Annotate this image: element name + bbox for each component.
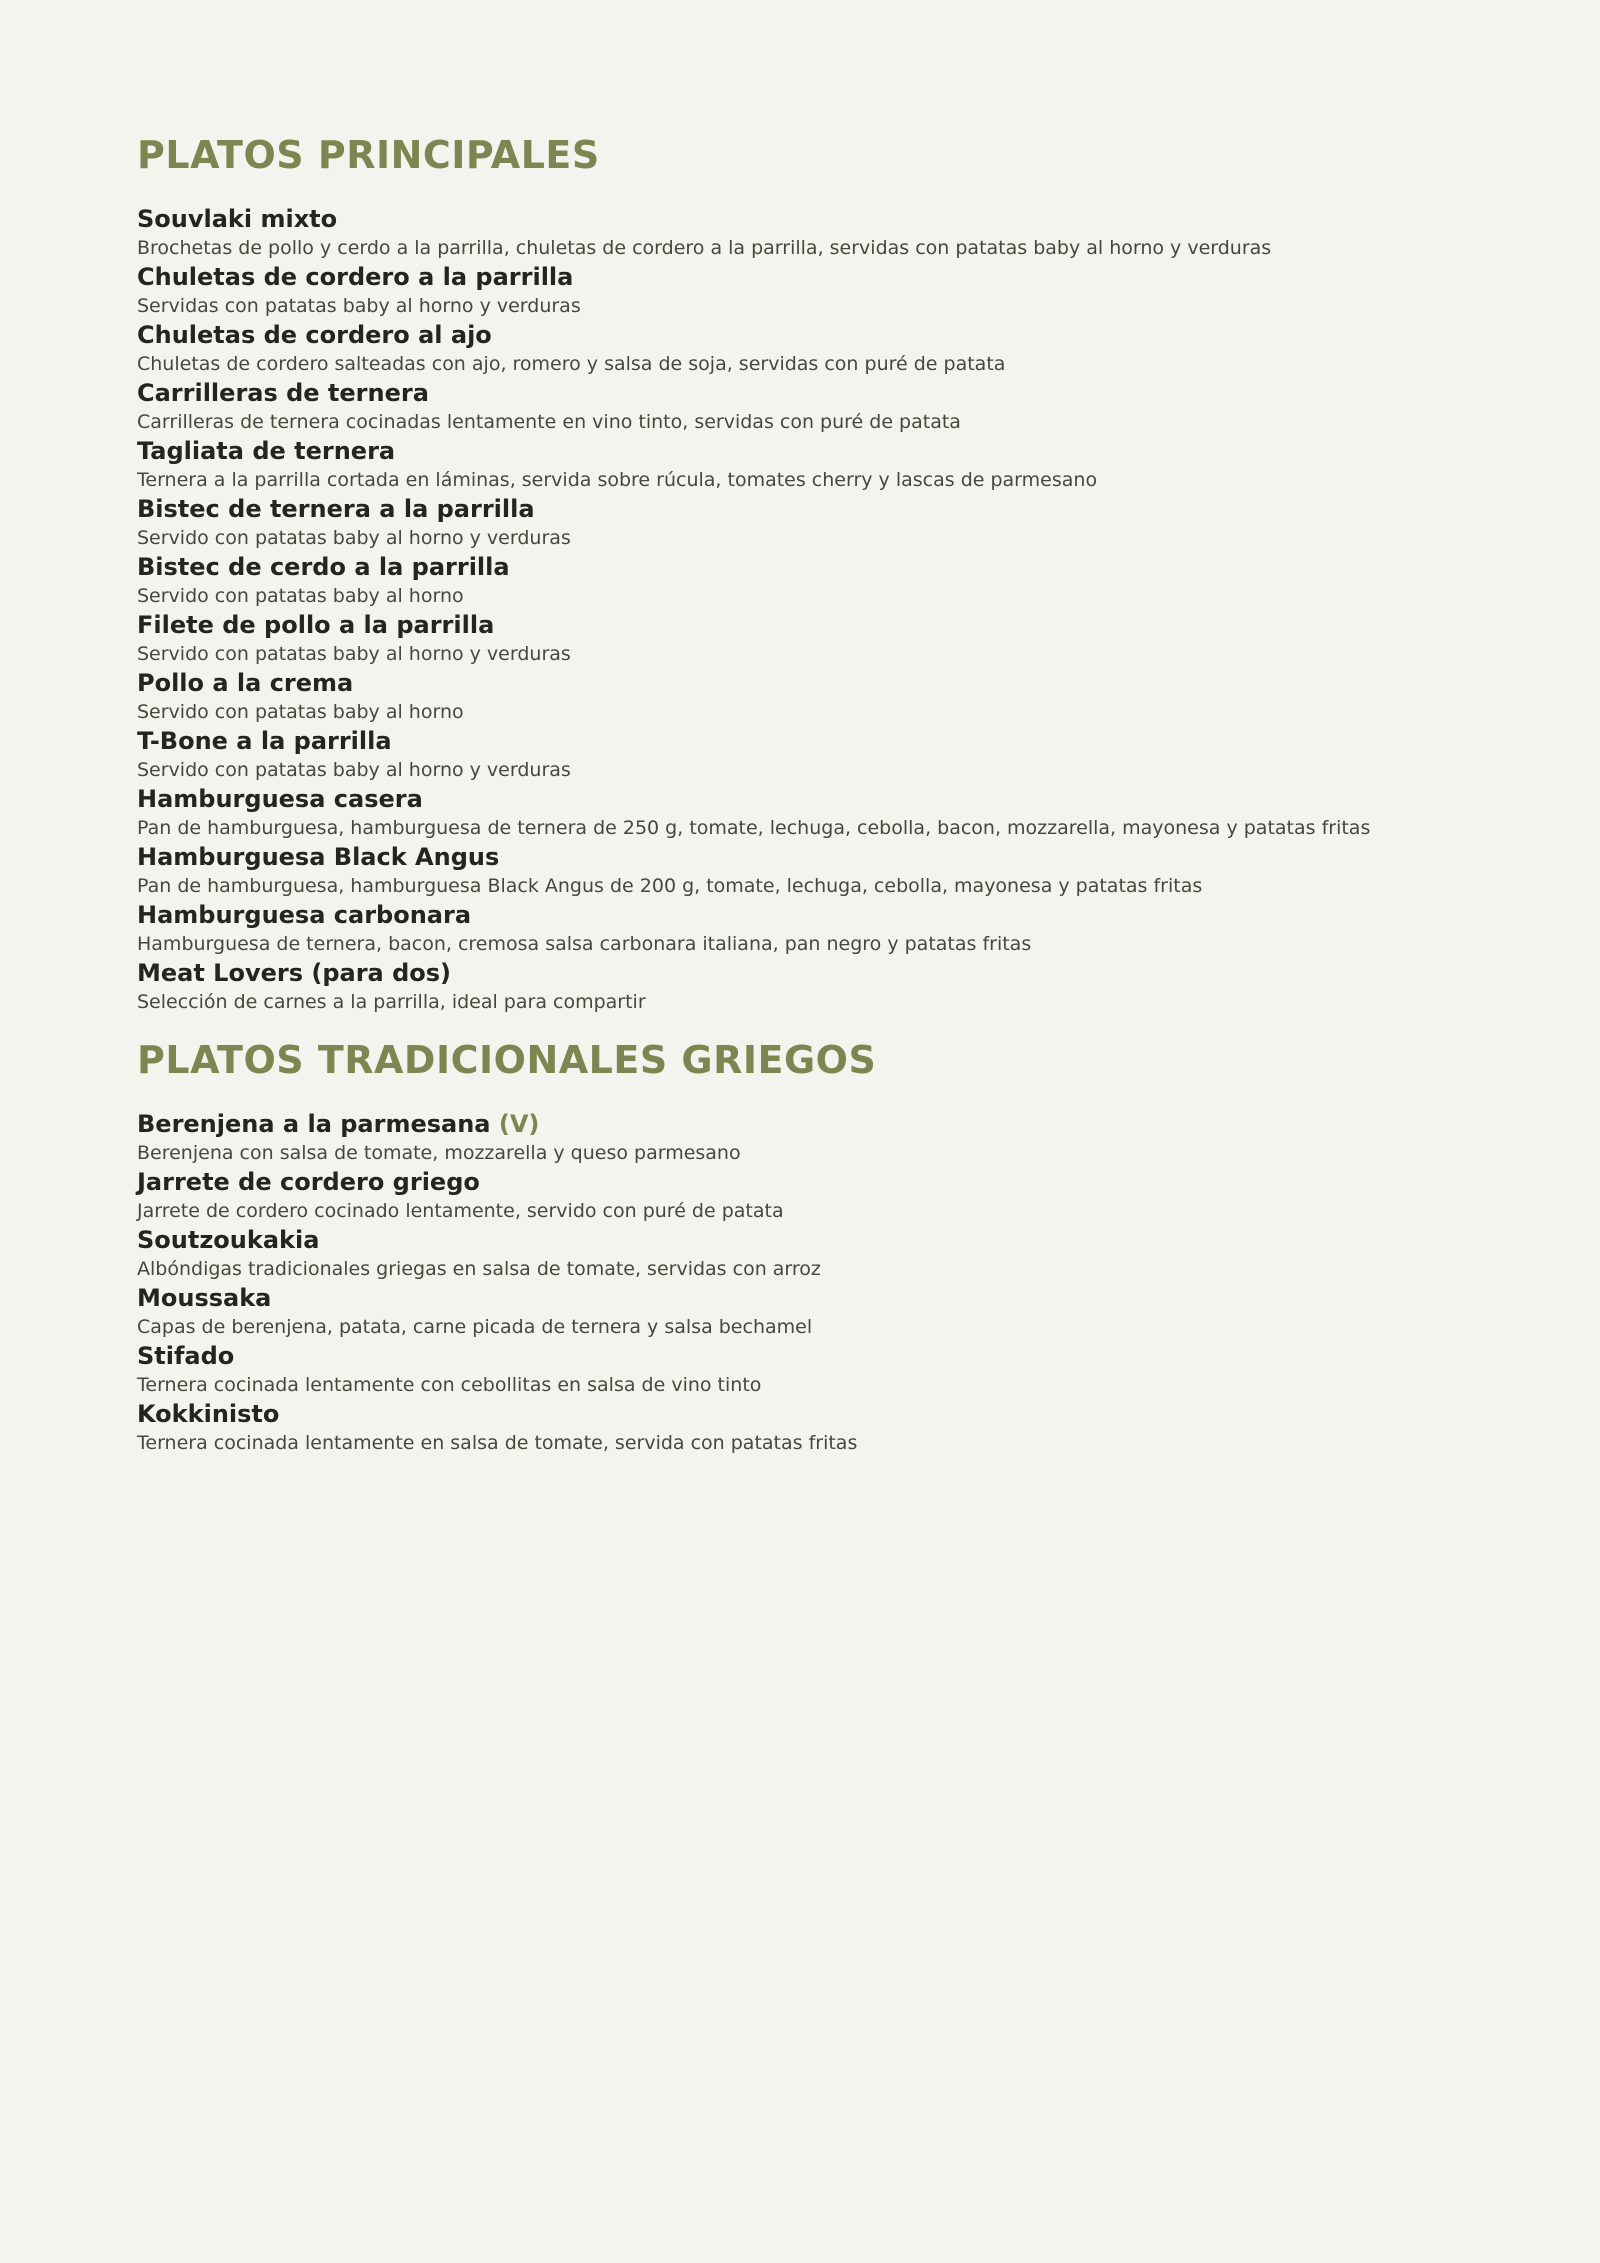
- menu-items-list: [137, 1109, 1600, 1457]
- item-description: Ternera cocinada lentamente con cebollitas en salsa de vino tinto: [137, 1374, 762, 1396]
- menu-item: [137, 552, 1600, 610]
- section-title: PLATOS PRINCIPALES: [137, 133, 600, 177]
- menu-item: [137, 320, 1600, 378]
- item-name-row: [137, 1109, 1600, 1139]
- menu-item: [137, 958, 1600, 1016]
- menu-item: [137, 842, 1600, 900]
- item-name: Chuletas de cordero al ajo: [137, 321, 492, 349]
- menu-item: [137, 1283, 1600, 1341]
- menu-item: [137, 494, 1600, 552]
- item-name: T-Bone a la parrilla: [137, 727, 392, 755]
- item-description: Albóndigas tradicionales griegas en salsa de tomate, servidas con arroz: [137, 1258, 821, 1280]
- item-description: Pan de hamburguesa, hamburguesa de ternera de 250 g, tomate, lechuga, cebolla, bacon, mozzarella, mayonesa y patatas fritas: [137, 817, 1371, 839]
- item-name: Tagliata de ternera: [137, 437, 396, 465]
- item-description: Servidas con patatas baby al horno y verduras: [137, 295, 581, 317]
- section-platos-tradicionales-griegos: [137, 1038, 1600, 1457]
- item-name: Moussaka: [137, 1284, 272, 1312]
- item-name: Bistec de ternera a la parrilla: [137, 495, 535, 523]
- item-name: Chuletas de cordero a la parrilla: [137, 263, 574, 291]
- menu-item: [137, 262, 1600, 320]
- item-description: Chuletas de cordero salteadas con ajo, romero y salsa de soja, servidas con puré de patata: [137, 353, 1006, 375]
- menu-item: [137, 378, 1600, 436]
- menu-item: [137, 1341, 1600, 1399]
- menu-item: [137, 436, 1600, 494]
- item-name: Filete de pollo a la parrilla: [137, 611, 495, 639]
- menu-item: [137, 900, 1600, 958]
- item-description: Servido con patatas baby al horno y verduras: [137, 527, 571, 549]
- section-platos-principales: [137, 133, 1600, 1016]
- item-description: Brochetas de pollo y cerdo a la parrilla, chuletas de cordero a la parrilla, servidas con patatas baby al horno y verduras: [137, 237, 1272, 259]
- item-name: Jarrete de cordero griego: [137, 1168, 480, 1196]
- item-name: Kokkinisto: [137, 1400, 280, 1428]
- menu-item: [137, 610, 1600, 668]
- item-description: Servido con patatas baby al horno y verduras: [137, 643, 571, 665]
- item-description: Hamburguesa de ternera, bacon, cremosa salsa carbonara italiana, pan negro y patatas fritas: [137, 933, 1032, 955]
- menu-item: [137, 784, 1600, 842]
- item-description: Pan de hamburguesa, hamburguesa Black Angus de 200 g, tomate, lechuga, cebolla, mayonesa y patatas fritas: [137, 875, 1203, 897]
- item-description: Servido con patatas baby al horno y verduras: [137, 759, 571, 781]
- item-description: Selección de carnes a la parrilla, ideal para compartir: [137, 991, 646, 1013]
- item-description: Berenjena con salsa de tomate, mozzarella y queso parmesano: [137, 1142, 741, 1164]
- item-name: Berenjena a la parmesana: [137, 1110, 491, 1138]
- item-name: Hamburguesa carbonara: [137, 901, 472, 929]
- item-name: Bistec de cerdo a la parrilla: [137, 553, 510, 581]
- item-description: Carrilleras de ternera cocinadas lentamente en vino tinto, servidas con puré de patata: [137, 411, 961, 433]
- section-title: PLATOS TRADICIONALES GRIEGOS: [137, 1038, 877, 1082]
- menu-items-list: [137, 204, 1600, 1016]
- item-name: Meat Lovers (para dos): [137, 959, 452, 987]
- item-description: Servido con patatas baby al horno: [137, 585, 464, 607]
- menu-item: [137, 204, 1600, 262]
- item-description: Ternera a la parrilla cortada en láminas, servida sobre rúcula, tomates cherry y lascas de parmesano: [137, 469, 1098, 491]
- menu-item: [137, 1109, 1600, 1167]
- item-name: Pollo a la crema: [137, 669, 354, 697]
- menu-item: [137, 726, 1600, 784]
- item-description: Servido con patatas baby al horno: [137, 701, 464, 723]
- item-name: Carrilleras de ternera: [137, 379, 429, 407]
- vegetarian-tag: (V): [498, 1110, 540, 1138]
- menu-item: [137, 1225, 1600, 1283]
- menu-item: [137, 1167, 1600, 1225]
- item-description: Jarrete de cordero cocinado lentamente, servido con puré de patata: [137, 1200, 784, 1222]
- item-name: Soutzoukakia: [137, 1226, 320, 1254]
- item-description: Ternera cocinada lentamente en salsa de tomate, servida con patatas fritas: [137, 1432, 858, 1454]
- item-name: Souvlaki mixto: [137, 205, 338, 233]
- item-name: Hamburguesa casera: [137, 785, 423, 813]
- menu-item: [137, 1399, 1600, 1457]
- item-name: Hamburguesa Black Angus: [137, 843, 500, 871]
- menu-item: [137, 668, 1600, 726]
- item-description: Capas de berenjena, patata, carne picada de ternera y salsa bechamel: [137, 1316, 813, 1338]
- item-name: Stifado: [137, 1342, 235, 1370]
